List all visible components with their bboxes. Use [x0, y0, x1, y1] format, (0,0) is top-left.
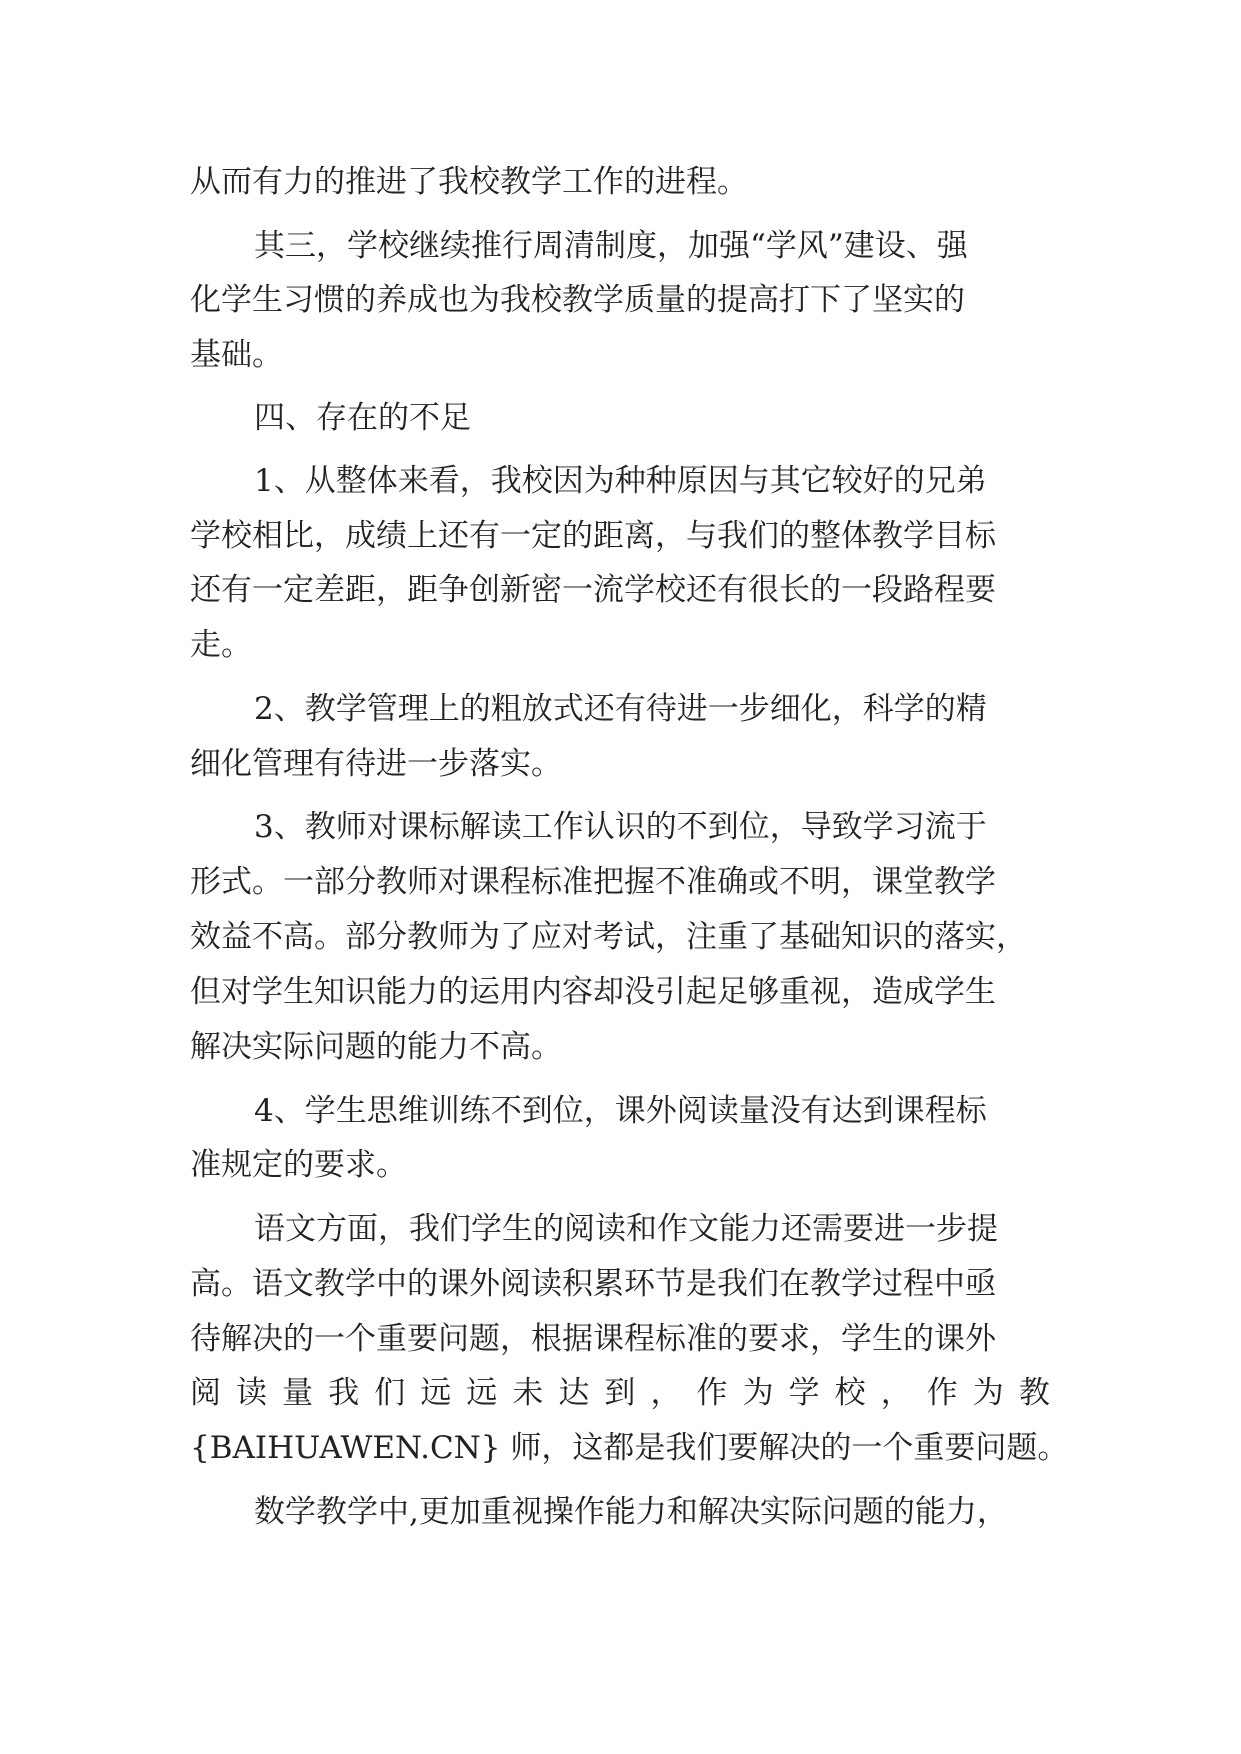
char: 远: [420, 1375, 452, 1411]
text-line: 基础。: [190, 337, 283, 373]
char: 们: [374, 1375, 406, 1411]
text-line: 高。语文教学中的课外阅读积累环节是我们在教学过程中亟: [190, 1266, 996, 1302]
char: 学: [788, 1375, 820, 1411]
text-line: 3、教师对课标解读工作认识的不到位，导致学习流于: [254, 809, 987, 845]
text-line: 数学教学中,更加重视操作能力和解决实际问题的能力，: [254, 1494, 1008, 1530]
char: 我: [328, 1375, 360, 1411]
section-heading: 四、存在的不足: [254, 400, 471, 436]
char: 为: [742, 1375, 774, 1411]
text-line: 学校相比，成绩上还有一定的距离，与我们的整体教学目标: [190, 518, 996, 554]
char: ，: [880, 1375, 912, 1411]
char: 量: [282, 1375, 314, 1411]
text-line: 4、学生思维训练不到位，课外阅读量没有达到课程标: [254, 1093, 987, 1129]
text-line: 走。: [190, 627, 252, 663]
text-line: 形式。一部分教师对课程标准把握不准确或不明，课堂教学: [190, 864, 996, 900]
text-line: 待解决的一个重要问题，根据课程标准的要求，学生的课外: [190, 1321, 996, 1357]
text-line: 语文方面，我们学生的阅读和作文能力还需要进一步提: [254, 1211, 998, 1247]
char: 校: [834, 1375, 866, 1411]
text-line: 化学生习惯的养成也为我校教学质量的提高打下了坚实的: [190, 282, 965, 318]
text-line: 从而有力的推进了我校教学工作的进程。: [190, 164, 748, 200]
text-line: 其三，学校继续推行周清制度，加强“学风”建设、强: [254, 228, 968, 264]
text-line: 准规定的要求。: [190, 1147, 407, 1183]
text-line: 但对学生知识能力的运用内容却没引起足够重视，造成学生: [190, 974, 996, 1010]
char: 读: [236, 1375, 268, 1411]
text-line: 效益不高。部分教师为了应对考试，注重了基础知识的落实，: [190, 919, 1027, 955]
char: ，: [650, 1375, 682, 1411]
char: 作: [926, 1375, 958, 1411]
char: 教: [1018, 1375, 1050, 1411]
char: 未: [512, 1375, 544, 1411]
text-line: 2、教学管理上的粗放式还有待进一步细化，科学的精: [254, 691, 987, 727]
text-line: 细化管理有待进一步落实。: [190, 746, 562, 782]
char: 到: [604, 1375, 636, 1411]
text-line: 1、从整体来看，我校因为种种原因与其它较好的兄弟: [254, 463, 987, 499]
text-line: 解决实际问题的能力不高。: [190, 1029, 562, 1065]
char: 阅: [190, 1375, 221, 1411]
text-line: {BAIHUAWEN.CN} 师，这都是我们要解决的一个重要问题。: [190, 1430, 1069, 1466]
char: 达: [558, 1375, 590, 1411]
char: 作: [696, 1375, 728, 1411]
char: 为: [972, 1375, 1004, 1411]
char: 远: [466, 1375, 498, 1411]
justified-text-line: [190, 1367, 1050, 1419]
text-line: 还有一定差距，距争创新密一流学校还有很长的一段路程要: [190, 572, 996, 608]
